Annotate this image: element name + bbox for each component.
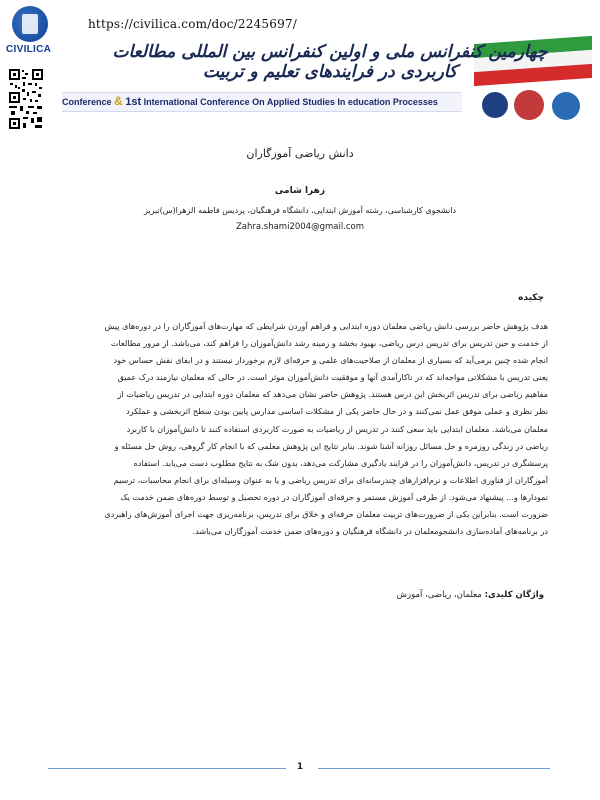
abstract-line: مفاهیم ریاضی برای تدریس اثربخش این درس هستند. پژوهش حاضر نشان می‌دهد که معلمان دوره ابتدایی در تدریس ریاضیات از <box>117 389 548 400</box>
sponsor-logo-icon <box>552 92 580 120</box>
paper-title: دانش ریاضی آموزگاران <box>246 147 354 160</box>
sponsor-logo-icon <box>514 90 544 120</box>
civilica-brand: CIVILICA <box>6 44 52 55</box>
qr-code-icon <box>8 68 44 130</box>
sponsor-logo-icon <box>482 92 508 118</box>
abstract-line: ضرورت است. بنابراین یکی از ضرورت‌های تربیت معلمان حرفه‌ای و خلاق برای تدریس، برنامه‌ریزی جهت اجرای آموزش‌های راهبردی <box>104 509 548 520</box>
abstract-line: انجام شده چنین برمی‌آید که بسیاری از معلمان از صلاحیت‌های علمی و حرفه‌ای لازم برخوردار نیستند و در ایفای نقش حساس خود <box>113 355 548 366</box>
civilica-logo-icon <box>12 6 48 42</box>
abstract-line: معلمان می‌باشد. معلمان ابتدایی باید سعی کنند در تدریس از ریاضیات به صورت کاربردی استفاده کنند تا دانش‌آموزان با کاربرد <box>126 423 548 434</box>
banner-en-ordinal: 1st <box>125 96 142 108</box>
keywords-value: معلمان، ریاضی، آموزش <box>396 590 482 600</box>
page-number: 1 <box>296 762 304 772</box>
abstract-line: یعنی تدریس با مشکلاتی مواجه‌اند که در ناکارآمدی آنها و موفقیت دانش‌آموزان موثر است. در حالی که معلمان نیازمند درک عمیق <box>117 372 548 383</box>
abstract-line: نمودارها و... پیشنهاد می‌شود. از طرفی آموزش مستمر و حرفه‌ای آموزگاران در دوره تحصیل و توسط دوره‌های ضمن خدمت یک <box>120 491 548 502</box>
abstract-line: از خدمت و حین تدریس برای تدریس درس ریاضی، بهبود بخشد و زمینه رشد دانش‌آموزان را فراهم کند، می‌باشد. از مرور مطالعات <box>110 338 548 349</box>
abstract-line: در برنامه‌های آماده‌سازی دانشجومعلمان در دانشگاه فرهنگیان و دوره‌های ضمن خدمت آموزگاران می‌باشد. <box>192 526 548 537</box>
document-url[interactable]: https://civilica.com/doc/2245697/ <box>88 17 298 31</box>
banner-title-fa: چهارمین کنفرانس ملی و اولین کنفرانس بین المللی مطالعات کاربردی در فرایندهای تعلیم و تربیت <box>112 42 548 82</box>
banner-en-rest: International Conference On Applied Studies In education Processes <box>143 97 438 107</box>
abstract-line: ریاضی در زندگی روزمره و حل مسائل روزانه آشنا شوند. بنابر نتایج این پژوهش معلمی که با انجام کار گروهی، روش حل مسئله و <box>114 440 548 451</box>
abstract-body <box>52 318 548 540</box>
banner-en-amp: & <box>114 94 123 108</box>
author-email[interactable]: Zahra.shami2004@gmail.com <box>235 222 365 232</box>
civilica-logo[interactable] <box>4 6 56 55</box>
banner-title-en <box>62 94 438 108</box>
paper-author: زهرا شامی <box>274 186 326 196</box>
abstract-line: هدف پژوهش حاضر بررسی دانش ریاضی معلمان دوره ابتدایی و فراهم آوردن شرایطی که مهارت‌های آموزگاران را در دوره‌های پیش <box>104 321 548 331</box>
abstract-line: آموزگاران از فناوری اطلاعات و نرم‌افزارهای چندرسانه‌ای برای تدریس ریاضی و یا به عنوان وسیله‌ای برای انجام محاسبات، ترسیم <box>113 474 548 485</box>
keywords <box>397 590 544 600</box>
abstract-line: نظر نظری و عملی موفق عمل نمی‌کنند و در حال حاضر یکی از مشکلات اساسی مدارس پایین بودن سطح اثربخشی و عملکرد <box>126 406 548 417</box>
conference-banner <box>62 22 592 130</box>
sponsor-logos <box>478 86 588 126</box>
author-affiliation: دانشجوی کارشناسی، رشته آموزش ابتدایی، دانشگاه فرهنگیان، پردیس فاطمه الزهرا(س)تبریز <box>143 206 457 215</box>
abstract-heading: چکیده <box>518 293 544 303</box>
keywords-label: واژگان کلیدی: <box>484 590 544 600</box>
abstract-line: پرسشگری در تدریس، دانش‌آموزان را در فرایند یادگیری مشارکت می‌دهد، بدون شک به نتایج مطلوب دست می‌یابد. استفاده <box>133 457 548 468</box>
banner-en-prefix: Conference <box>62 97 112 107</box>
